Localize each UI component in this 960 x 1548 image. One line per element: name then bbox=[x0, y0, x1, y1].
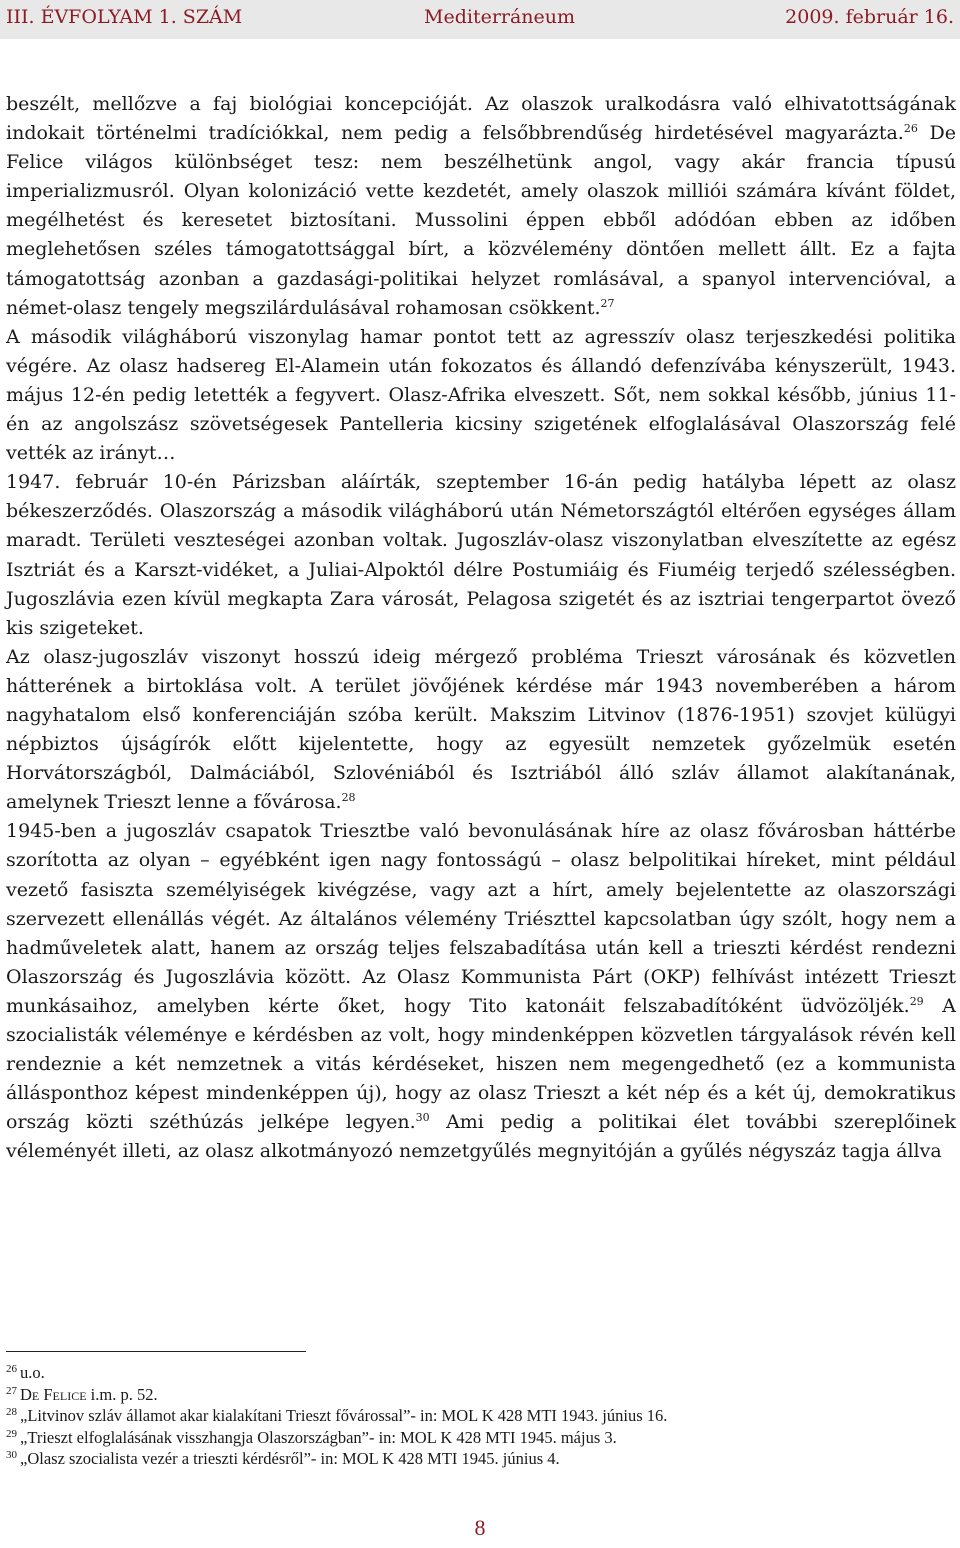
footnote-ref-30[interactable]: 30 bbox=[415, 1111, 430, 1125]
footnote-divider bbox=[6, 1351, 306, 1352]
footnote-27 bbox=[6, 1384, 956, 1406]
paragraph-text: 1945-ben a jugoszláv csapatok Triesztbe való bevonulásának híre az olasz fővárosban háttérbe szorította az olyan – egyébként igen nagy fontosságú – olasz belpolitikai híreket, mint például vezető fasiszta személyiségek kivégzése, vagy azt a hírt, amely bejelentette az olaszországi szervezett ellenállás végét. Az általános vélemény Triészttel kapcsolatban úgy szólt, hogy nem a hadműveletek alatt, hanem az ország teljes felszabadítása után kell a trieszti kérdést rendezni Olaszország és Jugoszlávia között. Az Olasz Kommunista Párt (OKP) felhívást intézett Trieszt munkásaihoz, amelyben kérte őket, hogy Tito katonáit felszabadítóként üdvözöljék. bbox=[6, 820, 956, 1017]
footnote-text: „Olasz szocialista vezér a trieszti kérdésről”- in: MOL K 428 MTI 1945. június 4. bbox=[20, 1449, 560, 1469]
page-header bbox=[0, 0, 960, 39]
footnote-ref-26[interactable]: 26 bbox=[903, 122, 918, 136]
article-body bbox=[6, 90, 956, 1166]
paragraph-text: Ami pedig a politikai élet további szereplőinek véleményét illeti, az olasz alkotmányozó nemzetgyűlés megnyitóján a gyűlés négyszáz tagja állva bbox=[6, 1111, 956, 1163]
footnote-number: 27 bbox=[6, 1384, 17, 1397]
paragraph-1 bbox=[6, 90, 956, 323]
page-number: 8 bbox=[474, 1515, 486, 1540]
header-journal-title: Mediterráneum bbox=[424, 6, 576, 28]
footnote-text: i.m. p. 52. bbox=[86, 1384, 158, 1404]
footnote-text: u.o. bbox=[20, 1363, 45, 1382]
paragraph-2 bbox=[6, 323, 956, 468]
header-volume: III. ÉVFOLYAM 1. SZÁM bbox=[6, 6, 243, 28]
footnote-number: 29 bbox=[6, 1427, 17, 1440]
footnote-ref-29[interactable]: 29 bbox=[909, 994, 924, 1008]
footnote-30 bbox=[6, 1448, 956, 1470]
footnote-text: „Litvinov szláv államot akar kialakítani Trieszt fővárossal”- in: MOL K 428 MTI 1943. június 16. bbox=[20, 1406, 668, 1426]
footnotes bbox=[6, 1362, 956, 1470]
paragraph-3 bbox=[6, 468, 956, 643]
footnote-26 bbox=[6, 1362, 956, 1384]
paragraph-text: A második világháború viszonylag hamar pontot tett az agresszív olasz terjeszkedési politika végére. Az olasz hadsereg El-Alamein után fokozatos és állandó defenzívába kényszerült, 1943. május 12-én pedig letették a fegyvert. Olasz-Afrika elveszett. Sőt, nem sokkal később, június 11-én az angolszász szövetségesek Pantelleria kicsiny szigetének elfoglalásával Olaszország felé vették az irányt… bbox=[6, 325, 956, 465]
footnote-number: 30 bbox=[6, 1449, 17, 1462]
footnote-number: 28 bbox=[6, 1406, 17, 1419]
paragraph-text: Az olasz-jugoszláv viszonyt hosszú ideig mérgező probléma Trieszt városának és közvetlen hátterének a birtoklása volt. A terület jövőjének kérdése már 1943 novemberében a három nagyhatalom első konferenciáján szóba került. Makszim Litvinov (1876-1951) szovjet külügyi népbiztos újságírók előtt kijelentette, hogy az egyesült nemzetek győzelmük esetén Horvátországból, Dalmáciából, Szlovéniából és Isztriából álló szláv államot alakítanának, amelynek Trieszt lenne a fővárosa. bbox=[6, 645, 956, 814]
footnote-ref-28[interactable]: 28 bbox=[341, 791, 356, 805]
paragraph-5 bbox=[6, 817, 956, 1166]
footnote-28 bbox=[6, 1405, 956, 1427]
footnote-ref-27[interactable]: 27 bbox=[600, 296, 615, 310]
footnote-text: „Trieszt elfoglalásának visszhangja Olaszországban”- in: MOL K 428 MTI 1945. május 3. bbox=[20, 1427, 617, 1447]
footnote-author: De Felice bbox=[20, 1384, 87, 1404]
header-date: 2009. február 16. bbox=[785, 6, 954, 28]
paragraph-text: A szocialisták véleménye e kérdésben az volt, hogy mindenképpen közvetlen tárgyalások révén kell rendeznie a két nemzetnek a vitás kérdéseket, hiszen nem megengedhető (ez a kommunista állásponthoz képest mindenképpen új), hogy az olasz Trieszt a két nép és a két új, demokratikus ország közti széthúzás jelképe legyen. bbox=[6, 994, 956, 1134]
footnote-number: 26 bbox=[6, 1363, 17, 1375]
paragraph-text: beszélt, mellőzve a faj biológiai koncepcióját. Az olaszok uralkodásra való elhivatottságának indokait történelmi tradíciókkal, nem pedig a felsőbbrendűség hirdetésével magyarázta. bbox=[6, 93, 956, 145]
paragraph-text: De Felice világos különbséget tesz: nem beszélhetünk angol, vagy akár francia típusú imperializmusról. Olyan kolonizáció vette kezdetét, amely olaszok milliói számára kívánt földet, megélhetést és keresetet biztosítani. Mussolini éppen ebből adódóan ebben az időben meglehetősen széles támogatottsággal bírt, a közvélemény döntően mellett állt. Ez a fajta támogatottság azonban a gazdasági-politikai helyzet romlásával, a spanyol intervencióval, a német-olasz tengely megszilárdulásával rohamosan csökkent. bbox=[6, 122, 956, 319]
footnote-29 bbox=[6, 1427, 956, 1449]
paragraph-4 bbox=[6, 643, 956, 818]
paragraph-text: 1947. február 10-én Párizsban aláírták, szeptember 16-án pedig hatályba lépett az olasz békeszerződés. Olaszország a második világháború után Németországtól eltérően egységes állam maradt. Területi veszteségei azonban voltak. Jugoszláv-olasz viszonylatban elveszítette az egész Isztriát és a Karszt-vidéket, a Juliai-Alpoktól délre Postumiáig és Fiuméig terjedő szélességben. Jugoszlávia ezen kívül megkapta Zara városát, Pelagosa szigetét és az isztriai tengerpartot övező kis szigeteket. bbox=[6, 471, 956, 639]
